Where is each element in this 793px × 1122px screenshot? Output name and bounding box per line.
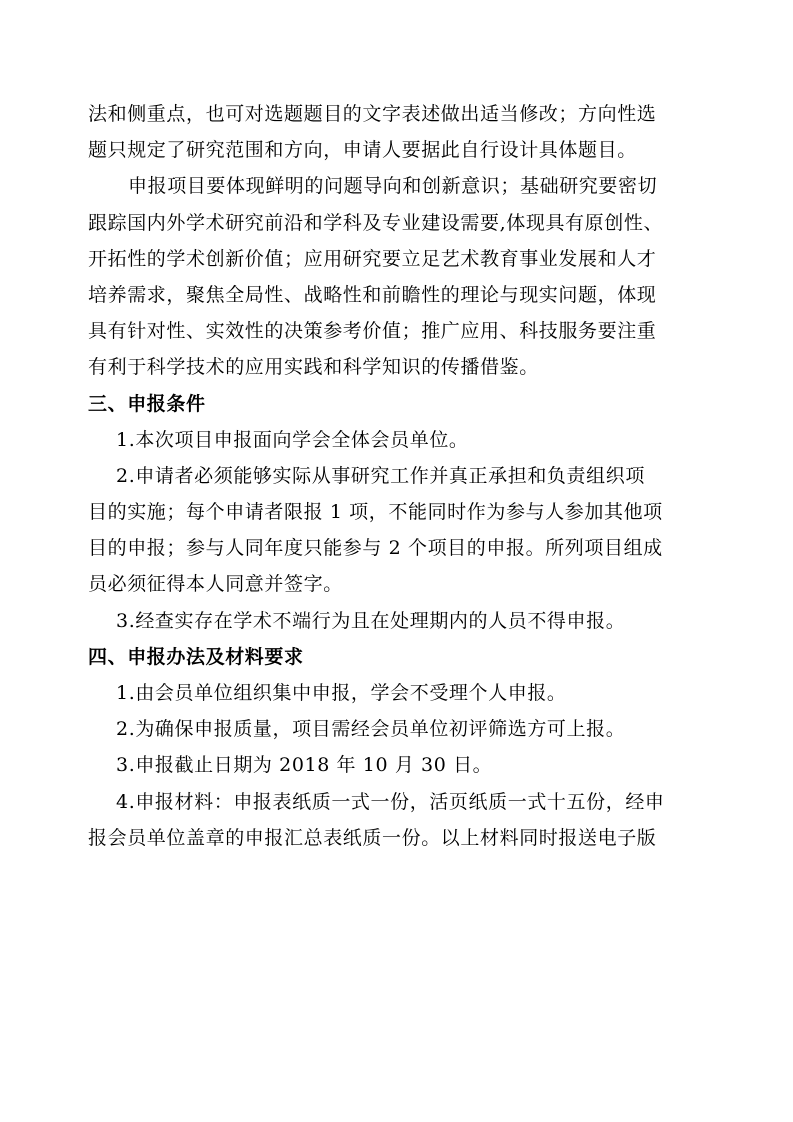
section4-item4-line-2: 报会员单位盖章的申报汇总表纸质一份。以上材料同时报送电子版 xyxy=(88,826,657,849)
section3-item2-line-1: 2.申请者必须能够实际从事研究工作并真正承担和负责组织项 xyxy=(116,464,645,487)
requirements-line-2: 跟踪国内外学术研究前沿和学科及专业建设需要,体现具有原创性、 xyxy=(88,211,664,234)
section4-item2: 2.为确保申报质量，项目需经会员单位初评筛选方可上报。 xyxy=(116,718,626,741)
section4-heading: 四、申报办法及材料要求 xyxy=(88,645,304,668)
intro-line-2: 题只规定了研究范围和方向，申请人要据此自行设计具体题目。 xyxy=(88,139,637,162)
requirements-line-3: 开拓性的学术创新价值；应用研究要立足艺术教育事业发展和人才 xyxy=(88,247,657,270)
section3-item1: 1.本次项目申报面向学会全体会员单位。 xyxy=(116,428,469,451)
section3-item2-line-3: 目的申报；参与人同年度只能参与 2 个项目的申报。所列项目组成 xyxy=(88,537,663,560)
requirements-line-4: 培养需求，聚焦全局性、战略性和前瞻性的理论与现实问题，体现 xyxy=(88,283,657,306)
section3-item3: 3.经查实存在学术不端行为且在处理期内的人员不得申报。 xyxy=(116,609,626,632)
intro-line-1: 法和侧重点，也可对选题题目的文字表述做出适当修改；方向性选 xyxy=(88,103,657,125)
section3-item2-line-2: 目的实施；每个申请者限报 1 项，不能同时作为参与人参加其他项 xyxy=(88,501,663,524)
section4-item3: 3.申报截止日期为 2018 年 10 月 30 日。 xyxy=(116,754,493,777)
section4-item1: 1.由会员单位组织集中申报，学会不受理个人申报。 xyxy=(116,682,567,704)
section4-item4-line-1: 4.申报材料：申报表纸质一式一份，活页纸质一式十五份，经申 xyxy=(116,790,665,813)
requirements-line-6: 有利于科学技术的应用实践和科学知识的传播借鉴。 xyxy=(88,356,539,379)
section3-item2-line-4: 员必须征得本人同意并签字。 xyxy=(88,573,343,596)
section3-heading: 三、申报条件 xyxy=(88,392,206,415)
requirements-line-1: 申报项目要体现鲜明的问题导向和创新意识；基础研究要密切 xyxy=(128,175,658,198)
document-page xyxy=(88,96,708,856)
requirements-line-5: 具有针对性、实效性的决策参考价值；推广应用、科技服务要注重 xyxy=(88,320,657,343)
